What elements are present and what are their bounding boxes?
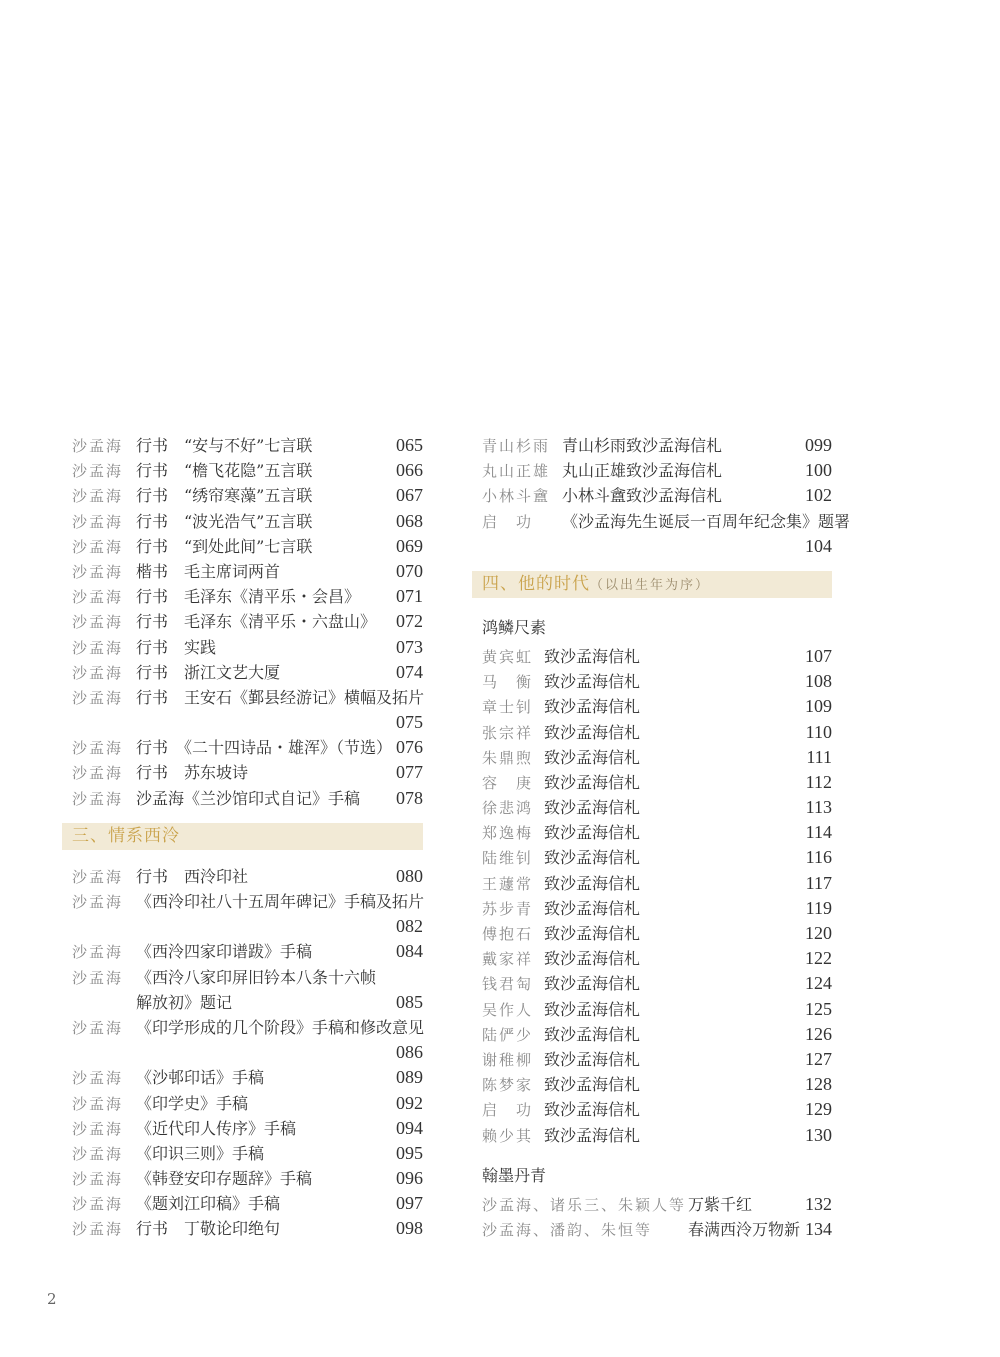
toc-page-number: 129 xyxy=(805,1099,832,1120)
toc-title: 《近代印人传序》手稿 xyxy=(136,1118,297,1138)
toc-title: 行书 “到处此间”七言联 xyxy=(136,536,313,556)
toc-title: 行书 毛泽东《清平乐・六盘山》 xyxy=(136,612,377,632)
toc-page-number: 096 xyxy=(396,1168,423,1189)
toc-title: 行书 《二十四诗品・雄浑》（节选） xyxy=(136,738,393,758)
toc-entry xyxy=(72,559,423,584)
toc-author: 沙孟海 xyxy=(72,739,124,758)
toc-title: 致沙孟海信札 xyxy=(544,697,641,717)
toc-entry xyxy=(72,584,423,609)
toc-page-number: 073 xyxy=(396,636,423,657)
toc-title: 《题刘江印稿》手稿 xyxy=(136,1194,281,1214)
toc-page-number: 108 xyxy=(805,671,832,692)
toc-entry xyxy=(72,914,423,939)
toc-right-column xyxy=(482,433,851,1242)
toc-page-number: 092 xyxy=(396,1092,423,1113)
toc-group xyxy=(482,644,832,1148)
toc-author: 沙孟海 xyxy=(72,462,124,481)
section-subtitle: （以出生年为序） xyxy=(590,577,711,593)
subsection-heading-letters: 鸿鳞尺素 xyxy=(482,617,547,637)
toc-page-number: 104 xyxy=(805,535,832,556)
toc-title: 《印学史》手稿 xyxy=(136,1093,249,1113)
toc-entry xyxy=(482,1097,832,1122)
toc-author: 朱鼎煦 xyxy=(482,748,534,767)
toc-author: 沙孟海 xyxy=(72,867,124,886)
toc-page-number: 110 xyxy=(805,721,832,742)
toc-author: 沙孟海 xyxy=(72,562,124,581)
toc-entry xyxy=(482,896,832,921)
toc-title: 致沙孟海信札 xyxy=(544,1024,641,1044)
toc-entry xyxy=(72,1216,423,1241)
toc-entry xyxy=(482,1123,832,1148)
toc-title: 丸山正雄致沙孟海信札 xyxy=(562,461,723,481)
toc-entry xyxy=(482,1047,832,1072)
toc-page-number: 127 xyxy=(805,1048,832,1069)
toc-entry xyxy=(72,1116,423,1141)
toc-author: 章士钊 xyxy=(482,698,534,717)
toc-title: 致沙孟海信札 xyxy=(544,798,641,818)
toc-entry xyxy=(72,1141,423,1166)
toc-author: 沙孟海 xyxy=(72,1170,124,1189)
toc-title: 《西泠印社八十五周年碑记》手稿及拓片 xyxy=(136,892,425,911)
toc-entry xyxy=(72,939,423,964)
toc-page-number: 107 xyxy=(805,645,832,666)
toc-author: 谢稚柳 xyxy=(482,1050,534,1069)
toc-author: 王蘧常 xyxy=(482,874,534,893)
toc-entry xyxy=(482,1192,832,1217)
toc-entry xyxy=(482,845,832,870)
toc-page-number: 078 xyxy=(396,787,423,808)
toc-author: 容 庚 xyxy=(482,773,534,792)
toc-title: 致沙孟海信札 xyxy=(544,823,641,843)
toc-page-number: 072 xyxy=(396,611,423,632)
toc-entry xyxy=(72,483,423,508)
toc-author: 黄宾虹 xyxy=(482,647,534,666)
toc-page-number: 068 xyxy=(396,510,423,531)
toc-author: 马 衡 xyxy=(482,673,534,692)
toc-page-number: 067 xyxy=(396,485,423,506)
toc-entry xyxy=(482,720,832,745)
toc-page-number: 120 xyxy=(805,923,832,943)
toc-author: 沙孟海 xyxy=(72,789,124,808)
toc-title: 万紫千红 xyxy=(688,1194,753,1214)
toc-page-number: 095 xyxy=(396,1142,423,1163)
toc-author: 郑逸梅 xyxy=(482,824,534,843)
toc-entry xyxy=(482,770,832,795)
toc-page-number: 097 xyxy=(396,1193,423,1214)
toc-entry xyxy=(482,644,832,669)
toc-title: 行书 丁敬论印绝句 xyxy=(136,1219,281,1239)
toc-title: 致沙孟海信札 xyxy=(544,772,641,792)
toc-entry xyxy=(482,946,832,971)
toc-author: 沙孟海 xyxy=(72,537,124,556)
toc-author: 沙孟海 xyxy=(72,1220,124,1239)
toc-page-number: 065 xyxy=(396,435,423,455)
toc-entry xyxy=(482,458,832,483)
toc-author: 沙孟海 xyxy=(72,1094,124,1113)
toc-page-number: 094 xyxy=(396,1117,423,1138)
toc-page-number: 086 xyxy=(396,1042,423,1063)
toc-title: 致沙孟海信札 xyxy=(544,646,641,666)
toc-group xyxy=(482,1192,832,1242)
toc-page-number: 084 xyxy=(396,941,423,962)
section-heading-three xyxy=(62,823,423,850)
toc-author: 沙孟海 xyxy=(72,638,124,657)
toc-entry xyxy=(482,669,832,694)
toc-title: 小林斗盦致沙孟海信札 xyxy=(562,486,723,506)
toc-author: 陆维钊 xyxy=(482,849,534,868)
toc-author: 沙孟海 xyxy=(72,1119,124,1138)
toc-page-number: 113 xyxy=(805,797,832,818)
toc-page-number: 114 xyxy=(805,822,832,843)
toc-page-number: 134 xyxy=(805,1218,832,1239)
toc-entry xyxy=(72,1166,423,1191)
toc-title: 行书 “安与不好”七言联 xyxy=(136,436,313,455)
toc-author: 吴作人 xyxy=(482,1000,534,1019)
toc-author: 沙孟海 xyxy=(72,1069,124,1088)
subsection-heading-paintings: 翰墨丹青 xyxy=(482,1165,547,1185)
toc-title: 致沙孟海信札 xyxy=(544,924,641,943)
toc-entry xyxy=(72,1015,423,1040)
toc-title: 行书 浙江文艺大厦 xyxy=(136,662,281,682)
toc-page-number: 128 xyxy=(805,1074,832,1095)
toc-page-number: 066 xyxy=(396,460,423,481)
toc-page-number: 077 xyxy=(396,762,423,783)
toc-author: 沙孟海 xyxy=(72,893,124,911)
toc-title: 致沙孟海信札 xyxy=(544,672,641,692)
toc-author: 傅抱石 xyxy=(482,925,534,943)
toc-author: 沙孟海 xyxy=(72,688,124,707)
toc-title: 《沙邨印话》手稿 xyxy=(136,1068,265,1088)
toc-entry xyxy=(72,735,423,760)
toc-page-number: 132 xyxy=(805,1193,832,1214)
toc-page-number: 109 xyxy=(805,696,832,717)
toc-title: 致沙孟海信札 xyxy=(544,1075,641,1095)
toc-author: 青山杉雨 xyxy=(482,437,551,455)
toc-author: 沙孟海 xyxy=(72,437,124,455)
toc-entry xyxy=(72,609,423,634)
toc-title: 《印学形成的几个阶段》手稿和修改意见 xyxy=(136,1017,425,1037)
toc-author: 陆俨少 xyxy=(482,1025,534,1044)
toc-author: 沙孟海、诸乐三、朱颖人等 xyxy=(482,1195,687,1214)
toc-entry xyxy=(72,889,423,914)
toc-page-number: 071 xyxy=(396,586,423,607)
toc-title: 行书 苏东坡诗 xyxy=(136,763,249,783)
toc-author: 沙孟海 xyxy=(72,487,124,506)
toc-entry xyxy=(482,1217,832,1242)
toc-author: 启 功 xyxy=(482,512,534,531)
toc-entry xyxy=(482,997,832,1022)
toc-author: 沙孟海 xyxy=(72,613,124,632)
toc-title: 《西泠四家印谱跋》手稿 xyxy=(136,942,313,962)
page-number: 2 xyxy=(47,1290,57,1308)
toc-title: 致沙孟海信札 xyxy=(544,747,641,767)
toc-title: 致沙孟海信札 xyxy=(544,974,641,994)
toc-page-number: 111 xyxy=(806,746,832,767)
toc-page-number: 125 xyxy=(805,998,832,1019)
toc-entry xyxy=(72,534,423,559)
toc-entry xyxy=(72,509,423,534)
toc-page-number: 080 xyxy=(396,865,423,886)
section-title: 四、他的时代 xyxy=(482,573,590,594)
toc-page-number: 098 xyxy=(396,1218,423,1239)
toc-author: 沙孟海 xyxy=(72,1018,124,1037)
toc-title: 致沙孟海信札 xyxy=(544,1049,641,1069)
toc-page-number: 099 xyxy=(805,435,832,455)
toc-title: 致沙孟海信札 xyxy=(544,722,641,742)
toc-entry xyxy=(72,965,423,990)
toc-entry xyxy=(482,871,832,896)
toc-author: 沙孟海 xyxy=(72,1195,124,1214)
toc-entry xyxy=(482,921,832,946)
toc-page-number: 130 xyxy=(805,1124,832,1145)
toc-page-number: 112 xyxy=(805,771,832,792)
toc-page-number: 075 xyxy=(396,712,423,733)
toc-title: 解放初》题记 xyxy=(136,992,233,1012)
toc-title: 致沙孟海信札 xyxy=(544,1100,641,1120)
toc-entry xyxy=(72,685,423,710)
toc-entry xyxy=(482,1072,832,1097)
toc-entry xyxy=(482,433,832,458)
toc-title: 致沙孟海信札 xyxy=(544,848,641,868)
toc-title: 行书 “波光浩气”五言联 xyxy=(136,511,313,531)
toc-author: 戴家祥 xyxy=(482,950,534,969)
toc-page-number: 117 xyxy=(805,872,832,893)
toc-title: 《西泠八家印屏旧钤本八条十六帧 xyxy=(136,967,377,987)
toc-page-number: 122 xyxy=(805,948,832,969)
toc-page-number: 070 xyxy=(396,560,423,581)
toc-entry xyxy=(482,745,832,770)
toc-author: 张宗祥 xyxy=(482,723,534,742)
toc-title: 致沙孟海信札 xyxy=(544,873,641,893)
toc-entry xyxy=(72,710,423,735)
toc-title: 致沙孟海信札 xyxy=(544,949,641,969)
toc-author: 沙孟海 xyxy=(72,588,124,607)
toc-entry xyxy=(72,864,423,889)
toc-title: 致沙孟海信札 xyxy=(544,898,641,918)
toc-page-number: 076 xyxy=(396,737,423,758)
toc-title: 《印识三则》手稿 xyxy=(136,1143,265,1163)
toc-group xyxy=(482,433,851,559)
toc-title: 行书 实践 xyxy=(136,637,217,657)
toc-group xyxy=(72,864,423,1242)
toc-entry xyxy=(72,1065,423,1090)
section-title: 三、情系西泠 xyxy=(72,825,180,846)
toc-entry xyxy=(72,660,423,685)
toc-group xyxy=(72,433,423,811)
toc-entry xyxy=(482,694,832,719)
toc-entry xyxy=(72,1040,423,1065)
toc-title: 致沙孟海信札 xyxy=(544,999,641,1019)
toc-entry xyxy=(482,509,851,534)
toc-entry xyxy=(72,990,423,1015)
toc-title: 楷书 毛主席词两首 xyxy=(136,561,281,581)
toc-title: 春满西泠万物新 xyxy=(688,1219,801,1239)
toc-author: 沙孟海 xyxy=(72,663,124,682)
toc-entry xyxy=(72,760,423,785)
toc-entry xyxy=(482,820,832,845)
toc-author: 钱君匋 xyxy=(482,975,534,994)
toc-title: 致沙孟海信札 xyxy=(544,1125,641,1145)
toc-page-number: 119 xyxy=(805,897,832,918)
toc-author: 沙孟海 xyxy=(72,1144,124,1163)
toc-author: 苏步青 xyxy=(482,899,534,918)
toc-left-column xyxy=(72,433,423,1242)
toc-title: 行书 毛泽东《清平乐・会昌》 xyxy=(136,587,361,607)
toc-title: 行书 “绣帘寒藻”五言联 xyxy=(136,486,313,506)
toc-title: 《沙孟海先生诞辰一百周年纪念集》题署 xyxy=(562,511,851,531)
toc-page-number: 074 xyxy=(396,661,423,682)
toc-page-number: 102 xyxy=(805,485,832,506)
toc-author: 赖少其 xyxy=(482,1126,534,1145)
toc-page-number: 126 xyxy=(805,1023,832,1044)
toc-author: 启 功 xyxy=(482,1101,534,1120)
toc-entry xyxy=(72,1191,423,1216)
toc-title: 青山杉雨致沙孟海信札 xyxy=(562,436,723,455)
toc-author: 陈梦家 xyxy=(482,1076,534,1095)
toc-author: 小林斗盦 xyxy=(482,487,551,506)
toc-entry xyxy=(482,971,832,996)
toc-page-number: 089 xyxy=(396,1067,423,1088)
toc-page-number: 082 xyxy=(396,916,423,937)
toc-author: 丸山正雄 xyxy=(482,462,551,481)
toc-entry xyxy=(72,635,423,660)
toc-page-number: 100 xyxy=(805,460,832,481)
toc-title: 行书 “檐飞花隐”五言联 xyxy=(136,461,313,481)
toc-page-number: 124 xyxy=(805,973,832,994)
toc-entry xyxy=(72,433,423,458)
toc-entry xyxy=(72,458,423,483)
toc-entry xyxy=(482,534,832,559)
toc-author: 沙孟海 xyxy=(72,968,124,987)
toc-title: 行书 西泠印社 xyxy=(136,866,249,886)
toc-author: 沙孟海 xyxy=(72,764,124,783)
toc-entry xyxy=(482,483,832,508)
toc-title: 行书 王安石《鄞县经游记》横幅及拓片 xyxy=(136,687,425,707)
toc-entry xyxy=(72,1091,423,1116)
toc-author: 沙孟海 xyxy=(72,512,124,531)
section-heading-four xyxy=(472,571,832,598)
toc-entry xyxy=(482,795,832,820)
toc-author: 徐悲鸿 xyxy=(482,799,534,818)
toc-entry xyxy=(482,1022,832,1047)
toc-author: 沙孟海 xyxy=(72,943,124,962)
toc-page-number: 116 xyxy=(805,847,832,868)
toc-title: 沙孟海《兰沙馆印式自记》手稿 xyxy=(136,788,361,808)
toc-page-number: 069 xyxy=(396,535,423,556)
toc-author: 沙孟海、潘韵、朱恒等 xyxy=(482,1220,653,1239)
toc-entry xyxy=(72,786,423,811)
toc-title: 《韩登安印存题辞》手稿 xyxy=(136,1169,313,1189)
toc-page-number: 085 xyxy=(396,991,423,1012)
